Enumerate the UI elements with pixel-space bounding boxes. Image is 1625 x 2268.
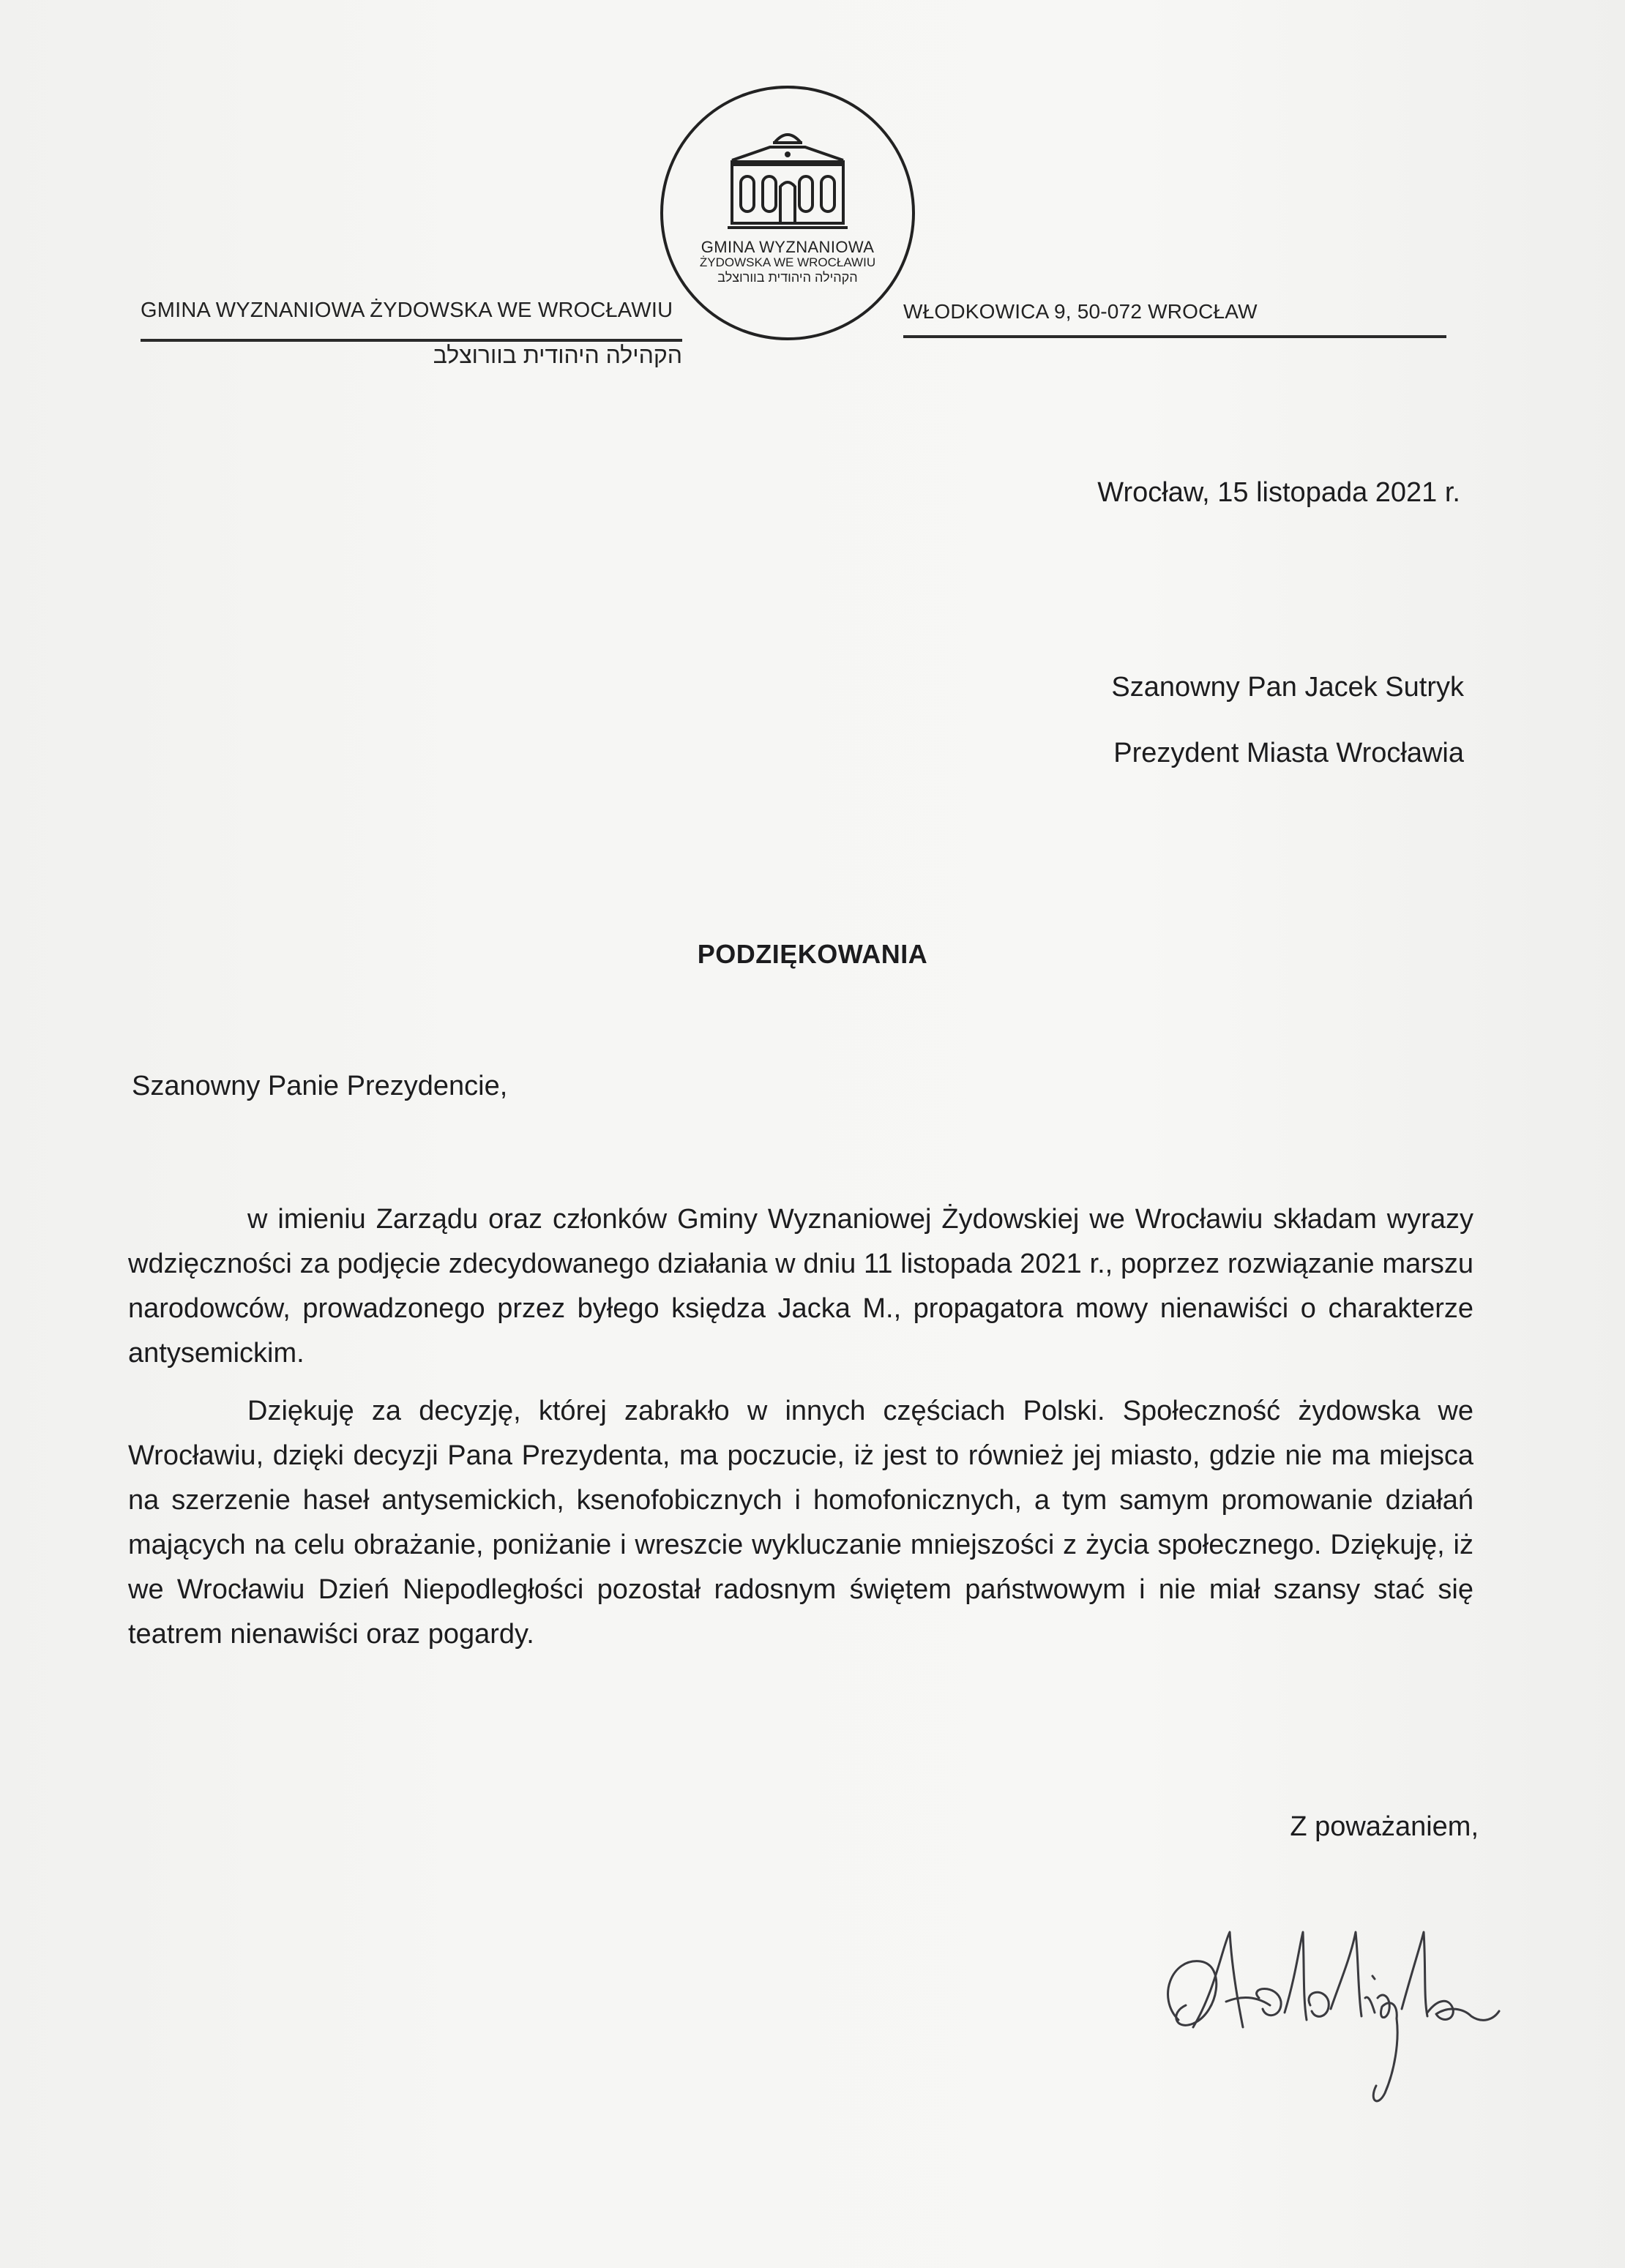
recipient-title: Prezydent Miasta Wrocławia [1113,738,1464,768]
logo-line-3: הקהילה היהודית בוורוצלב [717,270,858,285]
body-paragraph-2: Dziękuję za decyzję, której zabrakło w innych częściach Polski. Społeczność żydowska we Wrocławiu, dzięki decyzji Pana Prezydenta, ma poczucie, iż jest to również jej miasto, gdzie nie ma miejsca na szerzenie haseł antysemickich, ksenofobicznych i homofonicznych, a tym samym promowanie działań mających na celu obrażanie, poniżanie i wreszcie wykluczanie mniejszości z życia społecznego. Dziękuję, iż we Wrocławiu Dzień Niepodległości pozostał radosnym świętem państwowym i nie miał szansy stać się teatrem nienawiści oraz pogardy. [128,1396,1473,1650]
organization-name-hebrew: הקהילה היהודית בוורוצלב [433,342,682,368]
salutation: Szanowny Panie Prezydencie, [132,1071,508,1101]
synagogue-emblem-icon [659,84,916,342]
logo-line-2: ŻYDOWSKA WE WROCŁAWIU [699,255,876,269]
letter-heading: PODZIĘKOWANIA [697,939,928,969]
organization-name: GMINA WYZNANIOWA ŻYDOWSKA WE WROCŁAWIU [141,299,673,322]
letterhead-rule-right [903,335,1446,338]
organization-address: WŁODKOWICA 9, 50-072 WROCŁAW [903,300,1258,323]
recipient-name: Szanowny Pan Jacek Sutryk [1111,672,1464,703]
letter-date: Wrocław, 15 listopada 2021 r. [1097,477,1460,508]
closing-phrase: Z poważaniem, [1290,1811,1479,1842]
handwritten-signature [1149,1888,1574,2122]
logo-line-1: GMINA WYZNANIOWA [701,238,875,256]
body-paragraph-1: w imieniu Zarządu oraz członków Gminy Wyznaniowej Żydowskiej we Wrocławiu składam wyrazy wdzięczności za podjęcie zdecydowanego działania w dniu 11 listopada 2021 r., poprzez rozwiązanie marszu narodowców, prowadzonego przez byłego księdza Jacka M., propagatora mowy nienawiści o charakterze antysemickim. [128,1204,1473,1369]
community-logo [659,84,916,342]
